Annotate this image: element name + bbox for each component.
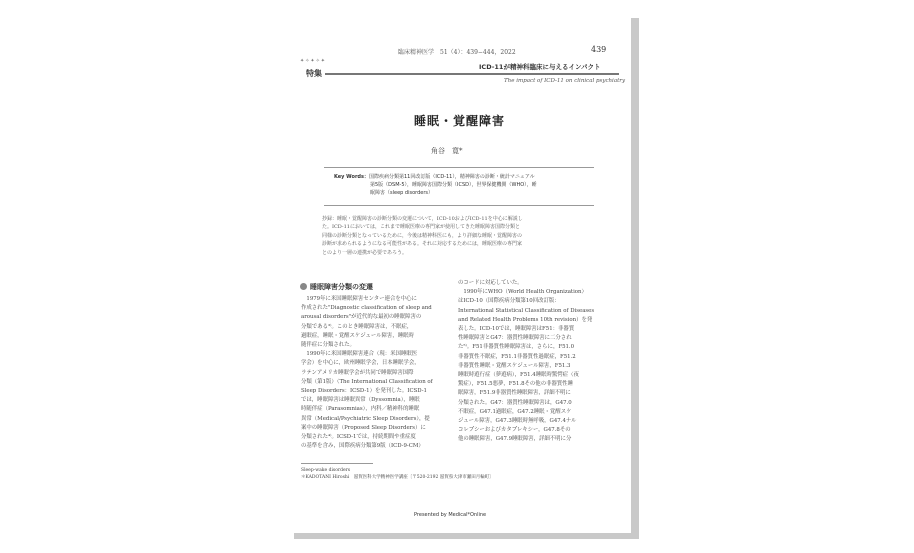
body-line: では，睡眠障害は睡眠異常（Dyssomnia），睡眠 <box>301 397 420 404</box>
body-line: 眠障害，F51.9非器質性睡眠障害，詳細不明に <box>458 390 571 397</box>
body-line: International Statistical Classification of Diseases <box>458 307 595 314</box>
body-line: はICD-10（国際疾病分類第10回改訂版： <box>458 298 560 305</box>
abstract-line: 同様の診断分類となっているために，今後は精神科医にも，より詳細な睡眠・覚醒障害の <box>322 232 523 239</box>
abstract-line: 診断が求められるようになる可能性がある。それに対応するためには，睡眠医療の専門家 <box>322 241 523 248</box>
abstract-line: とのより一層の連携が必要であろう。 <box>322 249 408 256</box>
body-line: 驚症），F51.5悪夢，F51.8その他の非器質性睡 <box>458 381 574 388</box>
body-line: の基準を含み，国際疾病分類第9版（ICD-9-CM） <box>301 443 424 450</box>
keywords-line: 第5版（DSM-5），睡眠障害国際分類（ICSD），世界保健機関（WHO），睡 <box>370 182 537 188</box>
feature-rule <box>325 73 619 75</box>
feature-title-en: The impact of ICD-11 on clinical psychiatry <box>504 78 626 84</box>
keywords-line: 眠障害（sleep disorders） <box>370 190 434 196</box>
body-line: 性睡眠障害とG47：器質性睡眠障害に二分され <box>458 335 572 342</box>
body-line: arousal disorders"が近代的な最初の睡眠障害の <box>301 314 422 321</box>
body-line: 異常（Medical/Psychiatric Sleep Disorders），提 <box>301 415 430 422</box>
body-line: 分類（第1版）（The International Classification of <box>301 378 433 385</box>
body-line: 時随伴症（Parasomnias），内科／精神科的睡眠 <box>301 406 420 413</box>
body-line: 案中の睡眠障害（Proposed Sleep Disorders）に <box>301 424 426 431</box>
body-line: 表した。ICD-10では，睡眠障害はF51：非器質 <box>458 326 575 333</box>
body-line: 作成された"Diagnostic classification of sleep and <box>301 305 432 312</box>
body-line: 1979年に米国睡眠障害センター連合を中心に <box>301 296 417 302</box>
special-feature-label: 特集 <box>306 69 322 78</box>
body-line: 分類された。G47：器質性睡眠障害は，G47.0 <box>458 399 572 406</box>
footnote-rule <box>301 463 373 464</box>
body-line: 過眠症，睡眠・覚醒スケジュール障害，睡眠時 <box>301 332 414 339</box>
body-line: 睡眠時遊行症（夢遊病），F51.4睡眠時驚愕症（夜 <box>458 372 579 379</box>
feature-title: ICD-11が精神科臨床に与えるインパクト <box>479 63 601 71</box>
abstract <box>322 215 600 257</box>
body-line: and Related Health Problems 10th revision）を発 <box>458 316 593 323</box>
special-stars-decoration: ✦✧✦✧✦ <box>300 58 326 64</box>
article-title: 睡眠・覚醒障害 <box>414 114 506 128</box>
abstract-line: た。ICD-11においては，これまで睡眠医療の専門家が使用してきた睡眠障害国際分類と <box>322 224 520 231</box>
section-heading: 睡眠障害分類の変遷 <box>300 282 373 292</box>
footnote-title-en: Sleep-wake disorders <box>301 468 351 473</box>
body-line: ジュール障害，G47.3睡眠時無呼吸，G47.4ナル <box>458 418 577 425</box>
body-line: 分類である³⁾。このとき睡眠障害は，不眠症， <box>301 323 413 330</box>
right-column <box>458 279 620 445</box>
body-line: 非器質性不眠症，F51.1非器質性過眠症，F51.2 <box>458 353 576 360</box>
body-line: 1990年にWHO（World Health Organization） <box>458 289 587 296</box>
journal-reference: 臨床精神医学 51（4）：439−444，2022 <box>398 49 516 56</box>
body-line: ラテンアメリカ睡眠学会が共同で睡眠障害国際 <box>301 369 414 376</box>
keywords-bottom-rule <box>324 205 594 206</box>
body-line: 分類された⁴⁾。ICSD-1では，持続期間や重症度 <box>301 434 416 441</box>
body-line: のコードに対応していた。 <box>458 280 523 286</box>
keywords-block <box>334 173 584 197</box>
body-line: 学会）を中心に，欧州睡眠学会，日本睡眠学会， <box>301 360 420 367</box>
document-page <box>286 12 631 533</box>
body-line: 不眠症，G47.1過眠症，G47.2睡眠・覚醒スケ <box>458 408 572 415</box>
keywords-label: Key Words： <box>334 174 369 180</box>
body-line: 1990年に米国睡眠障害連合（現：米国睡眠医 <box>301 351 418 358</box>
body-line: Sleep Disorders：ICSD-1）を発刊した。ICSD-1 <box>301 388 427 395</box>
abstract-line: 抄録：睡眠・覚醒障害の診断分類の変遷について，ICD-10およびICD-11を中心に解説し <box>322 216 523 222</box>
section-bullet-icon <box>300 283 307 290</box>
presented-by-footer: Presented by Medical*Online <box>414 512 487 518</box>
author-name: 角谷 寛* <box>431 147 463 155</box>
body-line: コレプシーおよびカタプレキシー，G47.8その <box>458 427 571 434</box>
body-line: 随伴症に分類された。 <box>301 342 355 349</box>
left-column <box>301 295 459 451</box>
page-number: 439 <box>591 45 607 54</box>
keywords-line: Key Words：国際疾病分類第11回改訂版（ICD-11），精神障害の診断・統計マニュアル <box>334 174 535 180</box>
body-line: 他の睡眠障害，G47.9睡眠障害，詳細不明に分 <box>458 436 572 443</box>
footnote-author: ＊KADOTANI Hiroshi 滋賀医科大学精神医学講座〔〒520-2192 滋賀県大津市瀬田月輪町〕 <box>301 475 494 480</box>
body-line: た⁵⁾。F51非器質性睡眠障害は，さらに，F51.0 <box>458 344 575 351</box>
body-line: 非器質性睡眠・覚醒スケジュール障害，F51.3 <box>458 362 571 369</box>
keywords-top-rule <box>324 167 594 168</box>
